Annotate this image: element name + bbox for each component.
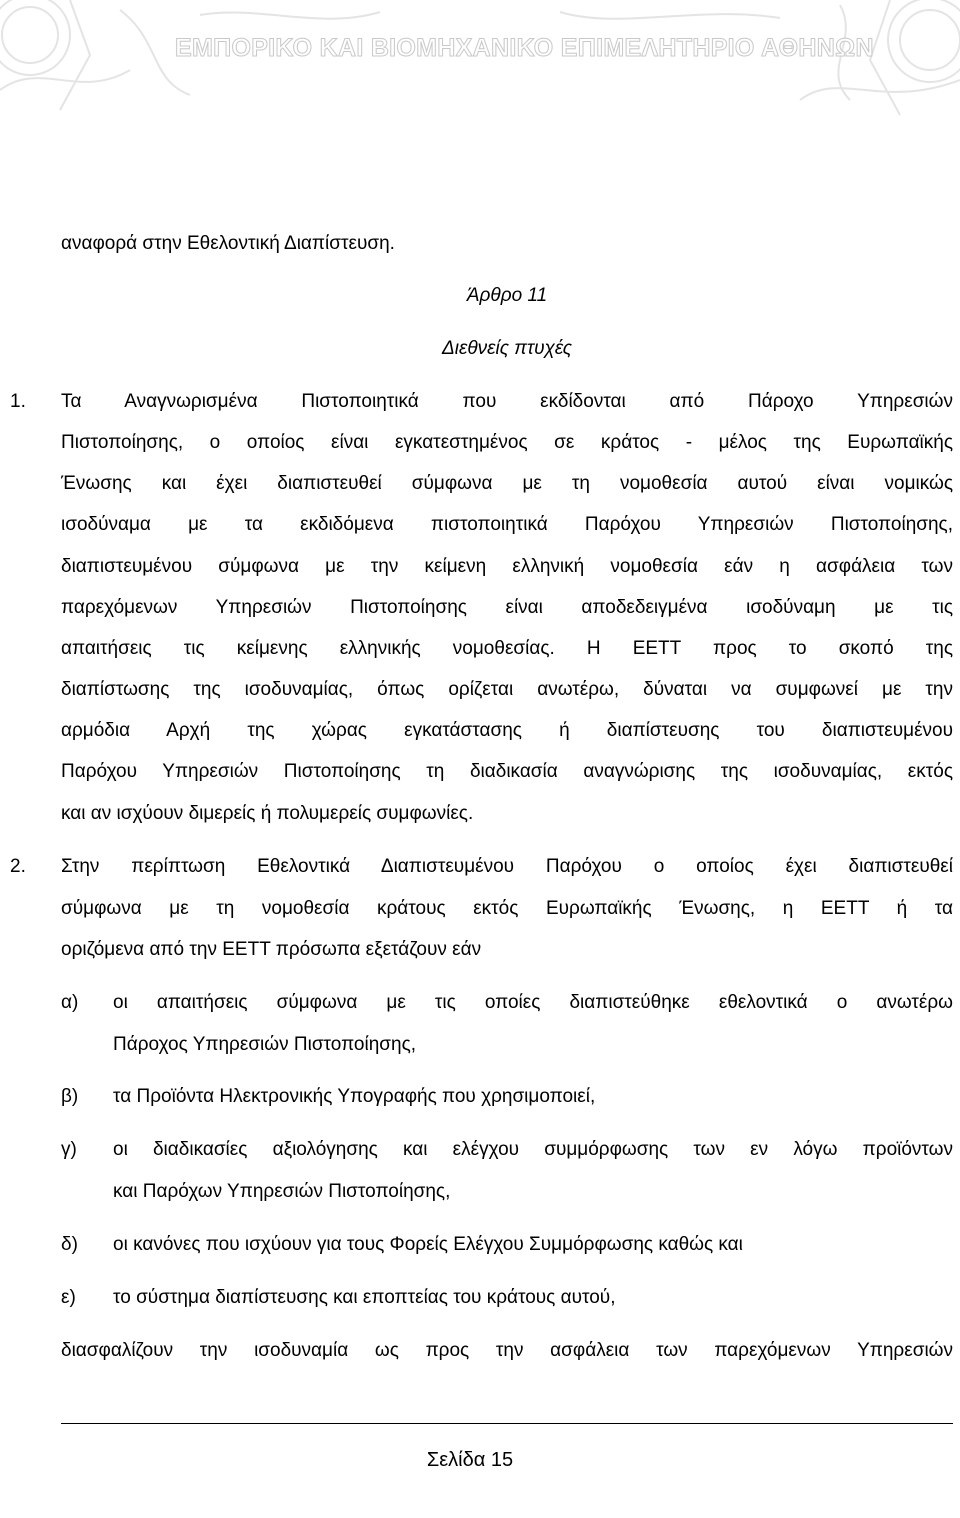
para1-line: και αν ισχύουν διμερείς ή πολυμερείς συμφωνίες. [61, 803, 474, 824]
list-item-text: οι απαιτήσεις σύμφωνα με τις οποίες διαπιστεύθηκε εθελοντικά ο ανωτέρω [113, 992, 953, 1013]
list-item-text: οι διαδικασίες αξιολόγησης και ελέγχου συμμόρφωσης των εν λόγω προϊόντων [113, 1139, 953, 1160]
para2-line: Στην περίπτωση Εθελοντικά Διαπιστευμένου Παρόχου ο οποίος έχει διαπιστευθεί [61, 856, 953, 877]
para2-marker: 2. [10, 856, 26, 877]
para1-line: αρμόδια Αρχή της χώρας εγκατάστασης ή διαπίστευσης του διαπιστευμένου [61, 720, 953, 741]
footer-divider [61, 1423, 953, 1424]
para1-line: Παρόχου Υπηρεσιών Πιστοποίησης τη διαδικασία αναγνώρισης της ισοδυναμίας, εκτός [61, 761, 953, 782]
list-item-text: και Παρόχων Υπηρεσιών Πιστοποίησης, [113, 1181, 451, 1202]
intro-line: αναφορά στην Εθελοντική Διαπίστευση. [61, 233, 395, 254]
para1-line: Τα Αναγνωρισμένα Πιστοποιητικά που εκδίδονται από Πάροχο Υπηρεσιών [61, 391, 953, 412]
list-item-text: Πάροχος Υπηρεσιών Πιστοποίησης, [113, 1034, 417, 1055]
para1-line: Πιστοποίησης, ο οποίος είναι εγκατεστημένος σε κράτος - μέλος της Ευρωπαϊκής [61, 432, 953, 453]
list-item-label: γ) [61, 1139, 77, 1160]
para1-line: παρεχόμενων Υπηρεσιών Πιστοποίησης είναι αποδεδειγμένα ισοδύναμη με τις [61, 597, 953, 618]
watermark-title: ΕΜΠΟΡΙΚΟ ΚΑΙ ΒΙΟΜΗΧΑΝΙΚΟ ΕΠΙΜΕΛΗΤΗΡΙΟ ΑΘΗΝΩΝ [175, 34, 874, 62]
para2-line: οριζόμενα από την ΕΕΤΤ πρόσωπα εξετάζουν εάν [61, 939, 482, 960]
list-item-label: ε) [61, 1287, 76, 1308]
para1-marker: 1. [10, 391, 26, 412]
para1-line: ισοδύναμα με τα εκδιδόμενα πιστοποιητικά Παρόχου Υπηρεσιών Πιστοποίησης, [61, 514, 953, 535]
page-number: Σελίδα 15 [426, 1449, 514, 1471]
para1-line: απαιτήσεις τις κείμενης ελληνικής νομοθεσίας. Η ΕΕΤΤ προς το σκοπό της [61, 638, 953, 659]
para2-line: σύμφωνα με τη νομοθεσία κράτους εκτός Ευρωπαϊκής Ένωσης, η ΕΕΤΤ ή τα [61, 898, 953, 919]
list-item-text: το σύστημα διαπίστευσης και εποπτείας του κράτους αυτού, [113, 1287, 616, 1308]
list-item-label: α) [61, 992, 79, 1013]
para1-line: διαπίστωσης της ισοδυναμίας, όπως ορίζεται ανωτέρω, δύναται να συμφωνεί με την [61, 679, 953, 700]
list-item-text: οι κανόνες που ισχύουν για τους Φορείς Ελέγχου Συμμόρφωσης καθώς και [113, 1234, 743, 1255]
article-title: Διεθνείς πτυχές [442, 338, 572, 359]
list-item-label: β) [61, 1086, 79, 1107]
article-number: Άρθρο 11 [466, 285, 548, 306]
list-item-label: δ) [61, 1234, 78, 1255]
list-item-text: τα Προϊόντα Ηλεκτρονικής Υπογραφής που χρησιμοποιεί, [113, 1086, 596, 1107]
para1-line: διαπιστευμένου σύμφωνα με την κείμενη ελληνική νομοθεσία εάν η ασφάλεια των [61, 556, 953, 577]
watermark-header [0, 0, 960, 120]
closing-line: διασφαλίζουν την ισοδυναμία ως προς την ασφάλεια των παρεχόμενων Υπηρεσιών [61, 1340, 953, 1361]
para1-line: Ένωσης και έχει διαπιστευθεί σύμφωνα με τη νομοθεσία αυτού είναι νομικώς [61, 473, 953, 494]
